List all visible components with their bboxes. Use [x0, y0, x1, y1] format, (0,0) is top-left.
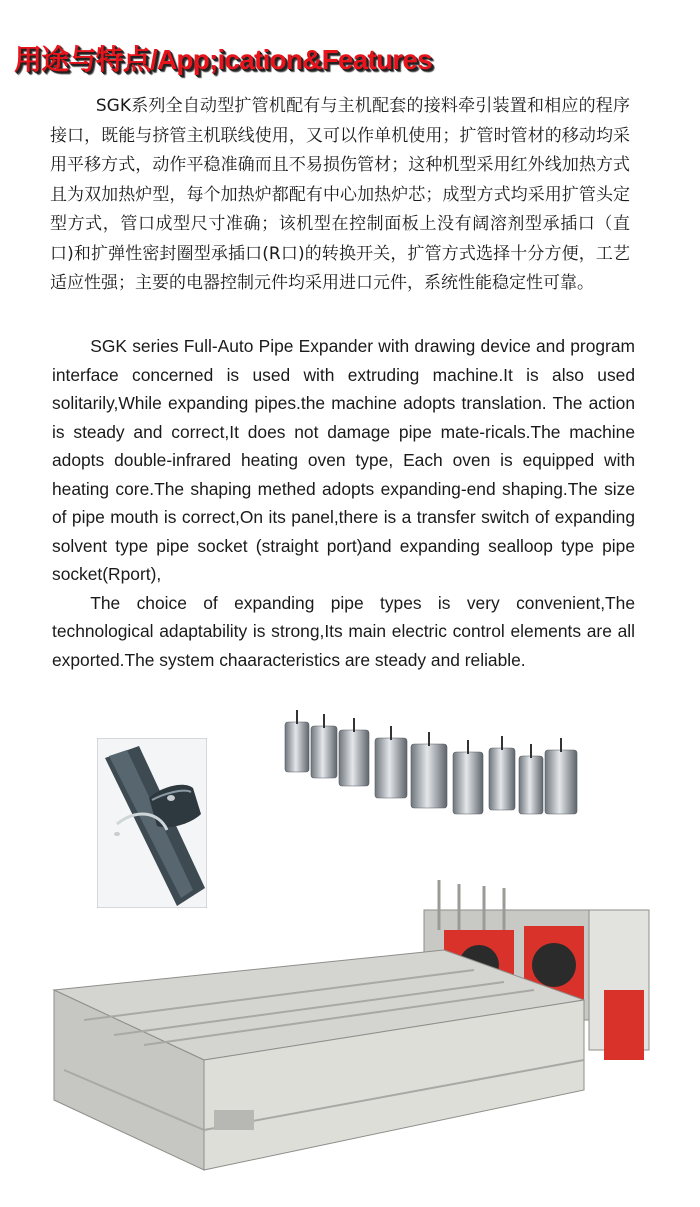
english-description	[52, 332, 635, 674]
english-paragraph-2: The choice of expanding pipe types is very convenient,The technological adaptability is strong,Its main electric control elements are all exported.The system chaaracteristics are steady and reliable.	[52, 592, 635, 670]
expanding-heads-photo	[283, 700, 583, 830]
chinese-paragraph: SGK系列全自动型扩管机配有与主机配套的接料牵引装置和相应的程序接口，既能与挤管主机联线使用，又可以作单机使用；扩管时管材的移动均采用平移方式，动作平稳准确而且不易损伤管材；这种机型采用红外线加热方式且为双加热炉型，每个加热炉都配有中心加热炉芯；成型方式均采用扩管头定型方式，管口成型尺寸准确；该机型在控制面板上没有阔溶剂型承插口（直口)和扩弹性密封圈型承插口(R口)的转换开关，扩管方式选择十分方便，工艺适应性强；主要的电器控制元件均采用进口元件，系统性能稳定性可靠。	[50, 96, 630, 293]
chinese-description	[50, 92, 630, 299]
english-paragraph-1: SGK series Full-Auto Pipe Expander with drawing device and program interface concerned is used with extruding machine.It is also used solitarily,While expanding pipes.the machine adopts translation. The action is steady and correct,It does not damage pipe mate-ricals.The machine adopts double-infrared heating oven type, Each oven is equipped with heating core.The shaping methed adopts expanding-end shaping.The size of pipe mouth is correct,On its panel,there is a transfer switch of expanding solvent type pipe socket (straight port)and expanding sealloop type pipe socket(Rport),	[52, 336, 635, 584]
pipe-expander-machine-photo	[44, 870, 664, 1185]
page-title: 用途与特点/App;ication&Features	[14, 44, 432, 75]
